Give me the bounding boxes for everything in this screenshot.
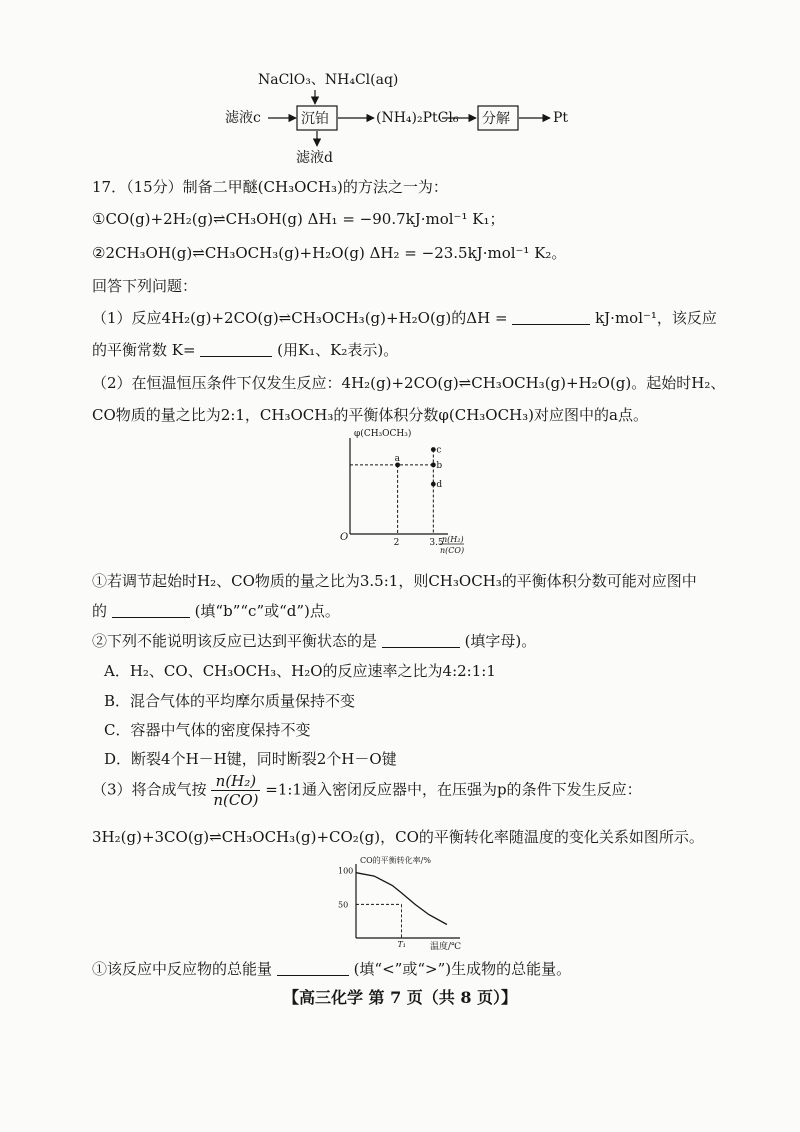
co-conversion-chart xyxy=(330,852,490,952)
flow-byproduct: 滤液d xyxy=(296,150,333,166)
p1-text-d: (用K₁、K₂表示)。 xyxy=(277,341,399,359)
p2q2-text-b: (填字母)。 xyxy=(464,632,537,650)
option-c[interactable]: C．容器中气体的密度保持不变 xyxy=(104,721,311,739)
p1-k-blank[interactable] xyxy=(200,341,272,357)
q17-part2-line1: （2）在恒温恒压条件下仅发生反应：4H₂(g)+2CO(g)⇌CH₃OCH₃(g)+H₂O(g)。起始时H₂、 xyxy=(92,374,726,392)
flow-box1-label: 沉铂 xyxy=(301,111,329,127)
q17-part2-q1-line1: ①若调节起始时H₂、CO物质的量之比为3.5:1，则CH₃OCH₃的平衡体积分数可能对应图中 xyxy=(92,572,697,590)
chart2-ytick-50: 50 xyxy=(338,900,349,910)
p2q2-blank[interactable] xyxy=(382,632,460,648)
chart1-origin: O xyxy=(340,532,349,543)
p3-frac-den: n(CO) xyxy=(213,791,259,809)
q17-eq1: ①CO(g)+2H₂(g)⇌CH₃OH(g) ΔH₁ = −90.7kJ·mol⁻¹ K₁； xyxy=(92,210,505,228)
chart1-point-d xyxy=(431,482,436,487)
p3-frac-num: n(H₂) xyxy=(211,772,260,791)
p3-text-a: （3）将合成气按 xyxy=(92,780,207,799)
page-footer: 【高三化学 第 7 页（共 8 页）】 xyxy=(282,988,518,1007)
chart1-xlabel-num: n(H₂) xyxy=(442,535,464,544)
chart1-xtick-1: 2 xyxy=(393,538,400,548)
p2q1-text-b: 的 xyxy=(92,602,108,620)
q17-part2-q2 xyxy=(92,630,536,651)
chart1-point-b xyxy=(431,462,436,467)
q17-part1-line1 xyxy=(92,307,717,328)
p1-dh-blank[interactable] xyxy=(512,309,590,325)
chart1-point-label-d: d xyxy=(436,480,443,491)
p3q1-blank[interactable] xyxy=(277,960,349,976)
p1-text-b: kJ·mol⁻¹，该反应 xyxy=(595,309,717,327)
p1-text-a: （1）反应4H₂(g)+2CO(g)⇌CH₃OCH₃(g)+H₂O(g)的ΔH = xyxy=(92,309,508,327)
chart1-point-label-a: a xyxy=(394,453,400,464)
p3q1-text-a: ①该反应中反应物的总能量 xyxy=(92,960,273,978)
flow-product: Pt xyxy=(553,110,569,126)
chart2-xtick-T1: T₁ xyxy=(397,940,407,949)
option-a[interactable]: A．H₂、CO、CH₃OCH₃、H₂O的反应速率之比为4:2:1:1 xyxy=(104,662,496,680)
p2q1-blank[interactable] xyxy=(112,602,190,618)
chart1-point-label-b: b xyxy=(436,460,443,471)
chart1-point-c xyxy=(431,447,436,452)
p3-ratio-fraction xyxy=(211,772,260,809)
flow-input: 滤液c xyxy=(225,110,261,126)
q17-part2-line2: CO物质的量之比为2:1，CH₃OCH₃的平衡体积分数φ(CH₃OCH₃)对应图中的a点。 xyxy=(92,406,648,424)
option-d[interactable]: D．断裂4个H－H键，同时断裂2个H－O键 xyxy=(104,750,397,768)
p2q1-text-c: (填“b”“c”或“d”)点。 xyxy=(194,602,340,620)
chart1-xlabel-den: n(CO) xyxy=(440,546,465,555)
chart1-point-label-c: c xyxy=(436,445,442,456)
p1-text-c: 的平衡常数 K= xyxy=(92,341,196,359)
flow-box2-label: 分解 xyxy=(482,111,510,127)
q17-part3-q1 xyxy=(92,958,571,979)
q17-part3-line1 xyxy=(92,772,642,809)
chart1-ylabel: φ(CH₃OCH₃) xyxy=(354,429,412,439)
chart2-ylabel: CO的平衡转化率/% xyxy=(360,856,431,865)
chart2-xlabel: 温度/℃ xyxy=(430,942,462,952)
q17-part2-q1-line2 xyxy=(92,600,340,621)
p2q2-text-a: ②下列不能说明该反应已达到平衡状态的是 xyxy=(92,632,378,650)
chart2-ytick-100: 100 xyxy=(338,866,354,876)
flow-intermediate: (NH₄)₂PtCl₆ xyxy=(376,110,459,126)
q17-part1-line2 xyxy=(92,339,398,360)
q17-part3-eq: 3H₂(g)+3CO(g)⇌CH₃OCH₃(g)+CO₂(g)，CO的平衡转化率随温度的变化关系如图所示。 xyxy=(92,828,704,846)
flow-diagram xyxy=(0,60,800,170)
equilibrium-fraction-chart xyxy=(330,426,490,558)
p3q1-text-b: (填“<”或“>”)生成物的总能量。 xyxy=(353,960,572,978)
flow-reagents: NaClO₃、NH₄Cl(aq) xyxy=(258,72,399,88)
chart1-xtick-2: 3.5 xyxy=(429,538,444,548)
q17-prompt: 回答下列问题： xyxy=(92,277,198,295)
option-b[interactable]: B．混合气体的平均摩尔质量保持不变 xyxy=(104,692,356,710)
q17-eq2: ②2CH₃OH(g)⇌CH₃OCH₃(g)+H₂O(g) ΔH₂ = −23.5kJ·mol⁻¹ K₂。 xyxy=(92,244,567,262)
p3-text-b: =1:1通入密闭反应器中，在压强为p的条件下发生反应： xyxy=(265,780,642,799)
q17-header: 17．（15分）制备二甲醚(CH₃OCH₃)的方法之一为： xyxy=(92,178,448,196)
